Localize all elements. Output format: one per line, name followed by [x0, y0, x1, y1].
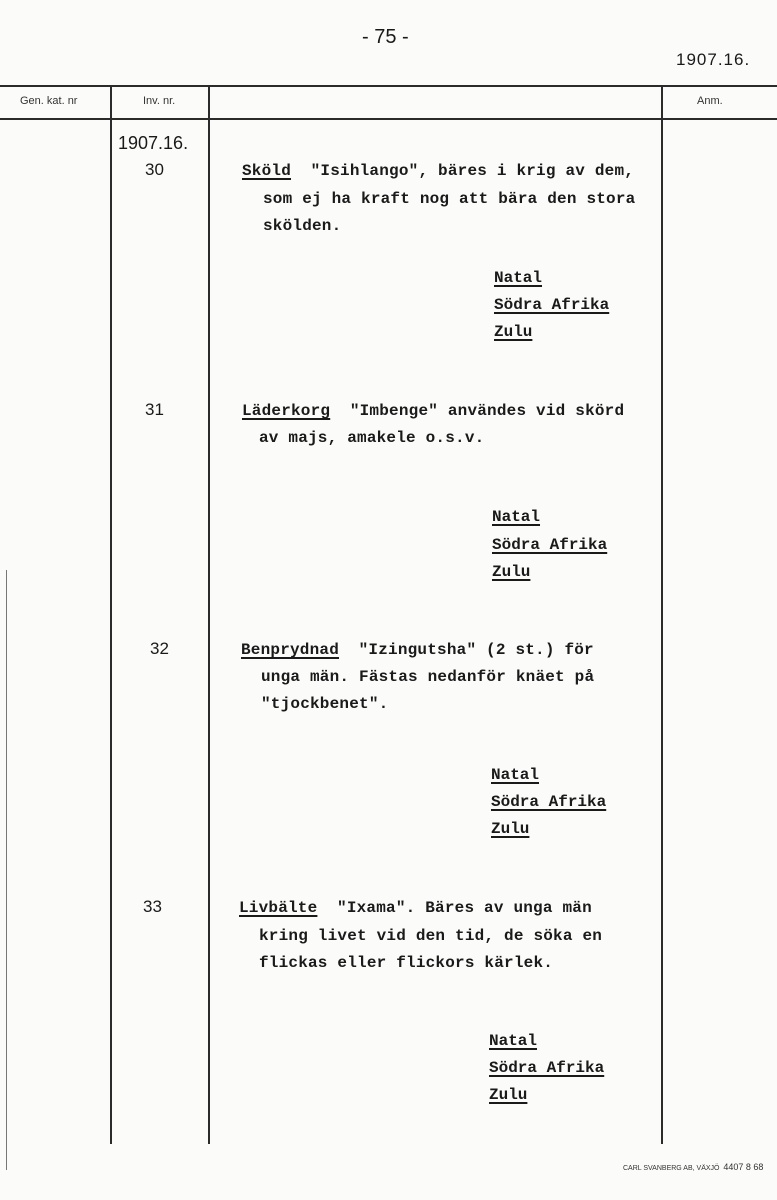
entry-description-line	[242, 402, 624, 420]
inv-number: 33	[143, 897, 162, 916]
entry-description-line: av majs, amakele o.s.v.	[259, 429, 485, 447]
column-header-anm: Anm.	[697, 95, 723, 107]
place-people: Zulu	[491, 820, 530, 838]
entry-text: "Isihlango", bäres i krig av dem,	[310, 162, 635, 180]
entry-description-line: unga män. Fästas nedanför knäet på	[261, 668, 595, 686]
place-continent: Södra Afrika	[489, 1059, 605, 1077]
object-term: Sköld	[242, 162, 292, 180]
entry-description-line	[239, 899, 592, 917]
object-term: Läderkorg	[242, 402, 331, 420]
entry-description-line	[242, 162, 634, 180]
place-continent: Södra Afrika	[492, 536, 608, 554]
entry-text: "Imbenge" användes vid skörd	[349, 402, 625, 420]
place-region: Natal	[491, 766, 540, 784]
page-number: - 75 -	[362, 26, 409, 48]
place-continent: Södra Afrika	[494, 296, 610, 314]
entry-text: "Izingutsha" (2 st.) för	[358, 641, 594, 659]
inv-number: 31	[145, 400, 164, 419]
entry-description-line: skölden.	[263, 217, 342, 235]
entry-text: "Ixama". Bäres av unga män	[337, 899, 592, 917]
place-region: Natal	[494, 269, 543, 287]
printer-name: CARL SVANBERG AB, VÄXJÖ	[623, 1165, 720, 1172]
form-code: 4407 8 68	[723, 1162, 764, 1172]
place-region: Natal	[489, 1032, 538, 1050]
column-header-gen-kat: Gen. kat. nr	[20, 95, 78, 107]
column-divider-anm	[661, 86, 663, 1144]
column-header-inv: Inv. nr.	[143, 95, 176, 107]
place-continent: Södra Afrika	[491, 793, 607, 811]
inv-number: 30	[145, 160, 164, 179]
scan-edge-line	[6, 570, 7, 1170]
entry-description-line: kring livet vid den tid, de söka en	[259, 927, 603, 945]
inv-number: 32	[150, 639, 169, 658]
entry-description-line: flickas eller flickors kärlek.	[259, 954, 554, 972]
column-divider-gen-kat	[110, 86, 112, 1144]
object-term: Benprydnad	[241, 641, 340, 659]
place-region: Natal	[492, 508, 541, 526]
entry-description-line: "tjockbenet".	[261, 695, 389, 713]
printer-imprint	[623, 1162, 763, 1172]
place-people: Zulu	[489, 1086, 528, 1104]
column-divider-inv	[208, 86, 210, 1144]
place-people: Zulu	[492, 563, 531, 581]
place-people: Zulu	[494, 323, 533, 341]
entry-description-line	[241, 641, 594, 659]
catalog-code: 1907.16.	[676, 50, 751, 69]
entry-description-line: som ej ha kraft nog att bära den stora	[263, 190, 636, 208]
object-term: Livbälte	[239, 899, 318, 917]
group-date: 1907.16.	[118, 133, 189, 153]
